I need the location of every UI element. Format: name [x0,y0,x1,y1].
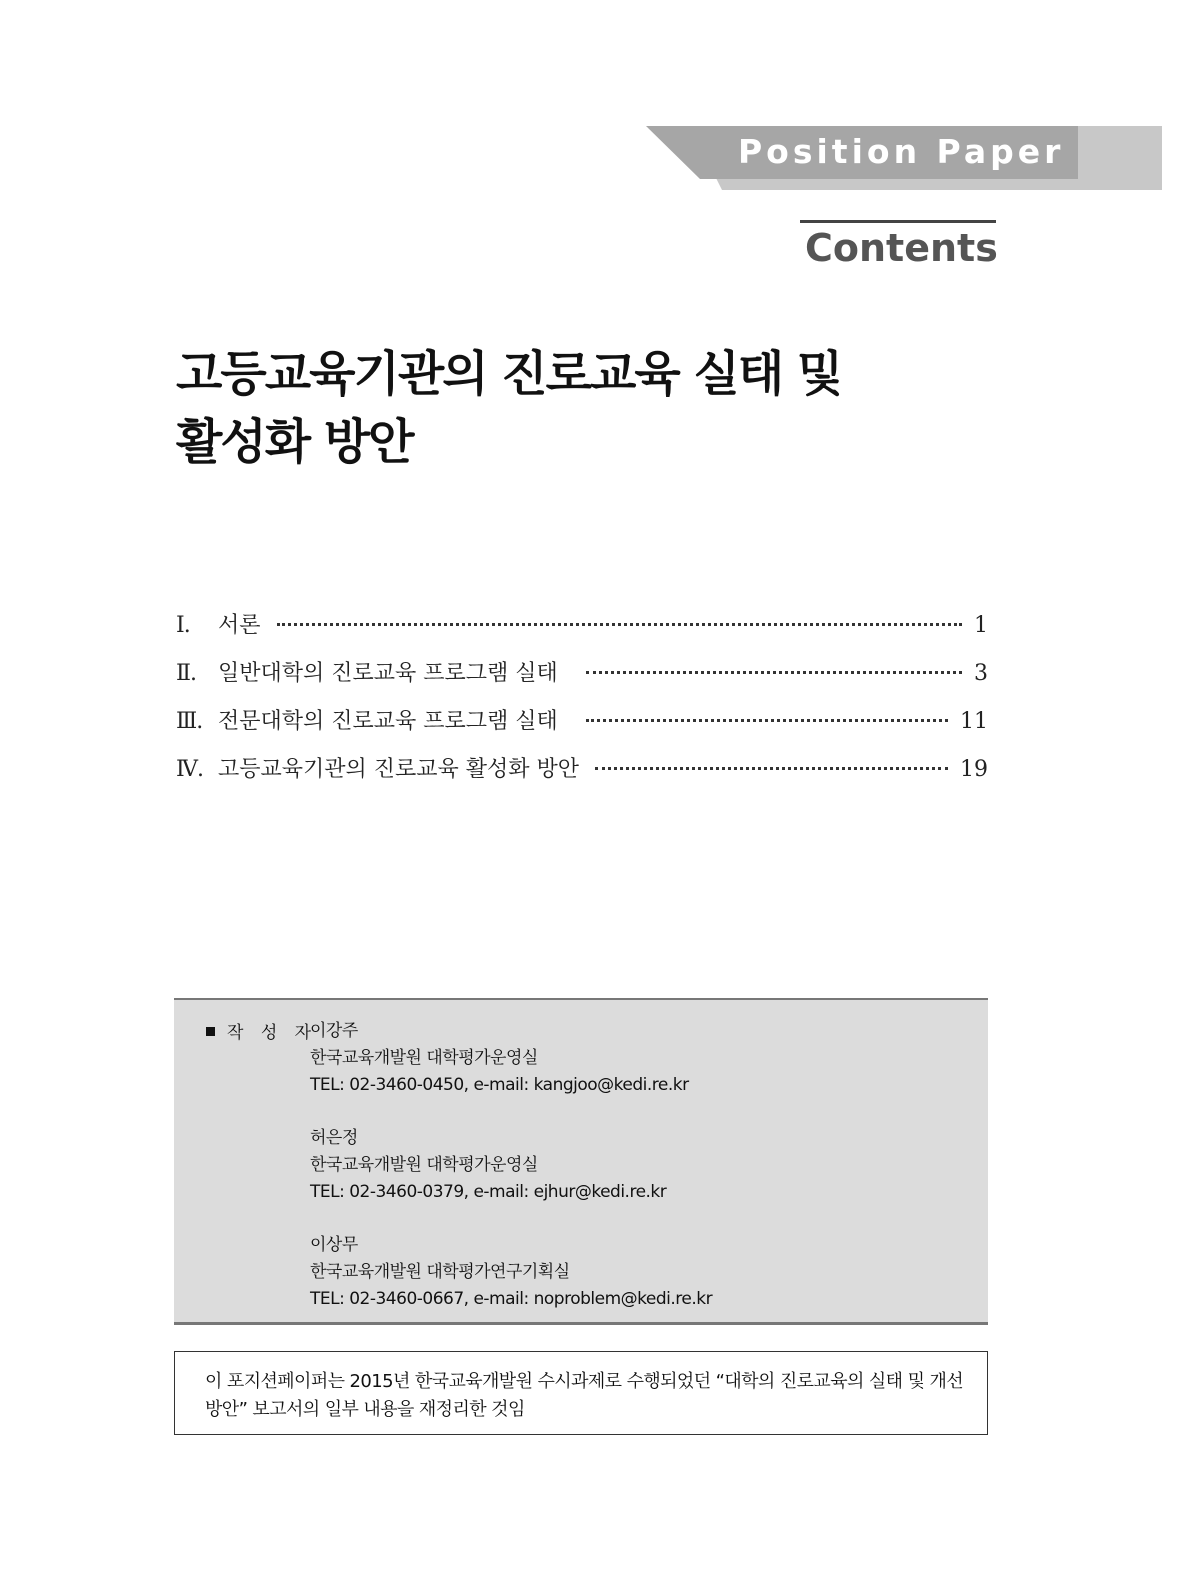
toc-title: 서론 [218,613,261,638]
author-contact: TEL: 02-3460-0667, e-mail: noproblem@kedi.re.kr [310,1289,713,1309]
toc-number: Ⅱ. [176,661,196,686]
author-list [310,1018,712,1339]
toc-leader-dots [586,670,962,674]
author-name: 이상무 [310,1235,358,1255]
note-line-2: 방안” 보고서의 일부 내용을 재정리한 것임 [205,1399,525,1420]
toc-title: 전문대학의 진로교육 프로그램 실태 [218,709,558,734]
author-name: 허은정 [310,1128,358,1148]
toc-page: 11 [960,709,988,734]
toc-entry[interactable] [176,656,988,704]
author-org: 한국교육개발원 대학평가운영실 [310,1048,538,1068]
toc-entry[interactable] [176,608,988,656]
toc-entry[interactable] [176,752,988,800]
banner-label: Position Paper [738,132,1065,171]
toc-page: 1 [974,613,988,638]
source-note-box [174,1351,988,1435]
square-bullet-icon [206,1027,215,1036]
title-line-1: 고등교육기관의 진로교육 실태 및 [176,346,842,402]
author-contact: TEL: 02-3460-0379, e-mail: ejhur@kedi.re.kr [310,1182,667,1202]
toc-leader-dots [595,766,948,770]
contents-rule [800,220,996,223]
author-name: 이강주 [310,1021,358,1041]
toc-page: 3 [974,661,988,686]
toc-page: 19 [960,757,988,782]
toc-entry[interactable] [176,704,988,752]
page-title [176,340,996,476]
table-of-contents [176,608,988,800]
author-entry [310,1125,712,1206]
toc-leader-dots [586,718,948,722]
note-line-1: 이 포지션페이퍼는 2015년 한국교육개발원 수시과제로 수행되었던 “대학의 진로교육의 실태 및 개선 [205,1371,964,1392]
author-label-text: 작 성 자 [227,1023,318,1043]
title-line-2: 활성화 방안 [176,414,413,470]
toc-number: Ⅳ. [176,757,203,782]
toc-number: Ⅰ. [176,613,190,638]
author-org: 한국교육개발원 대학평가연구기획실 [310,1262,570,1282]
author-info-box [174,998,988,1325]
author-label [206,1018,317,1043]
author-org: 한국교육개발원 대학평가운영실 [310,1155,538,1175]
author-entry [310,1232,712,1313]
toc-leader-dots [277,622,962,626]
author-contact: TEL: 02-3460-0450, e-mail: kangjoo@kedi.re.kr [310,1075,689,1095]
toc-number: Ⅲ. [176,709,203,734]
contents-heading: Contents [805,226,998,270]
toc-title: 일반대학의 진로교육 프로그램 실태 [218,661,558,686]
author-entry [310,1018,712,1099]
toc-title: 고등교육기관의 진로교육 활성화 방안 [218,757,580,782]
